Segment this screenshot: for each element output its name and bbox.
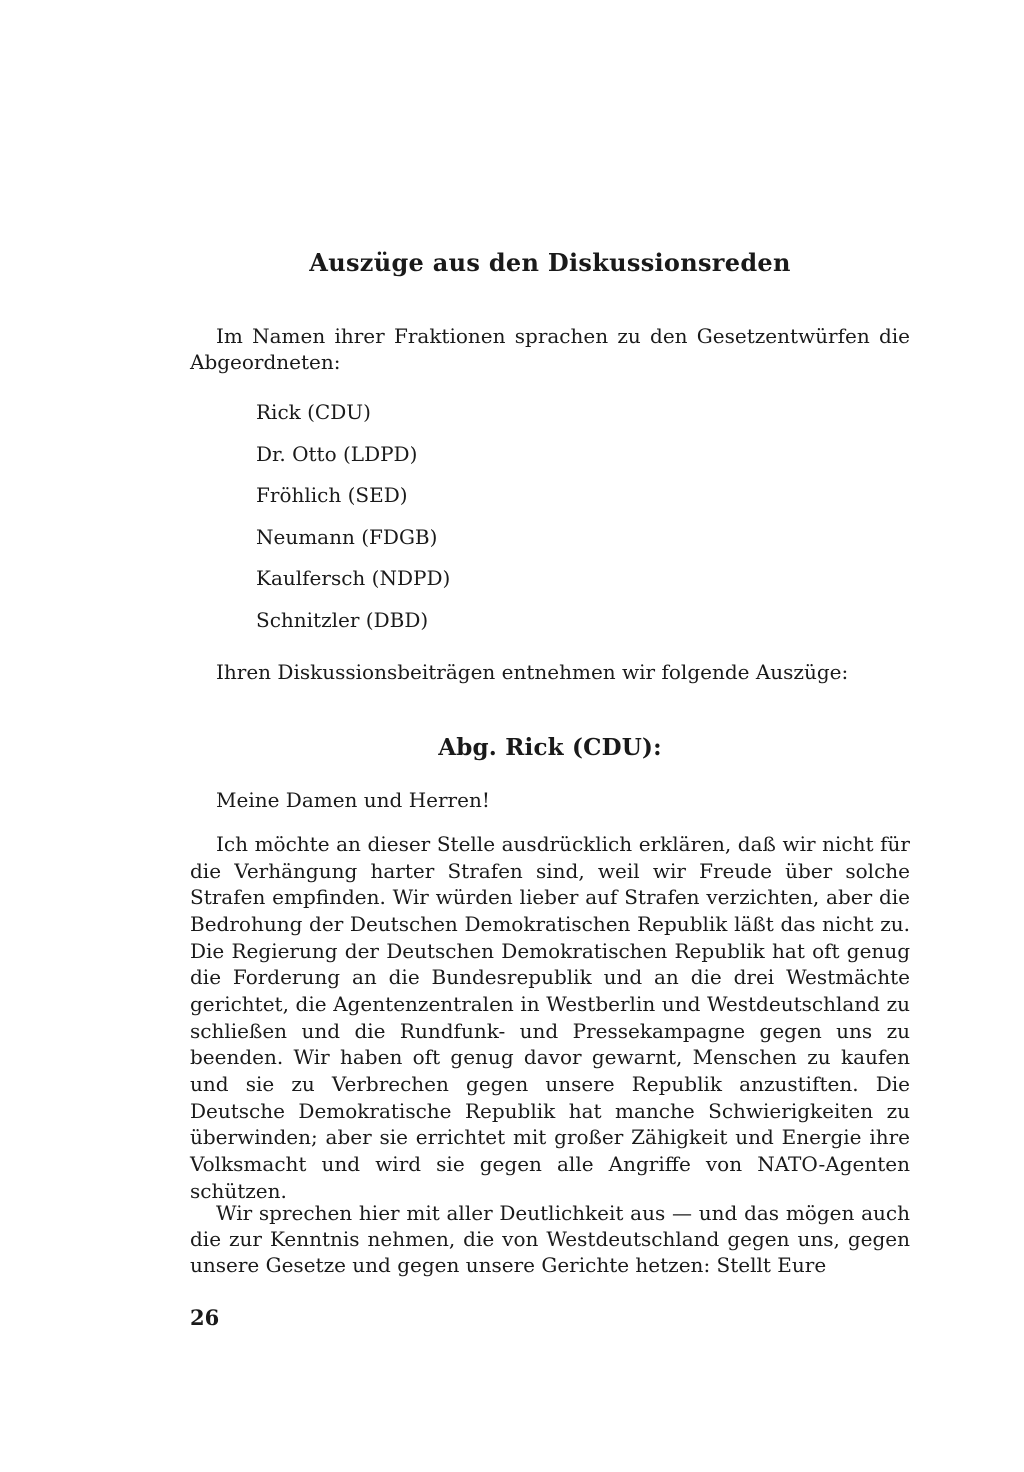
speaker-heading: Abg. Rick (CDU): bbox=[438, 734, 662, 761]
delegate-item: Neumann (FDGB) bbox=[256, 524, 438, 549]
speech-paragraph: Wir sprechen hier mit aller Deutlichkeit aus — und das mögen auch die zur Kenntnis nehmen, die von Westdeutschland gegen uns, gegen unsere Gesetze und gegen unsere Gerichte hetzen: Stellt Eure bbox=[190, 1201, 910, 1278]
salutation: Meine Damen und Herren! bbox=[216, 788, 490, 812]
intro-paragraph: Im Namen ihrer Fraktionen sprachen zu den Gesetzentwürfen die Abgeordneten: bbox=[190, 324, 910, 374]
delegate-item: Dr. Otto (LDPD) bbox=[256, 441, 418, 466]
delegate-item: Schnitzler (DBD) bbox=[256, 607, 429, 632]
excerpts-introduction: Ihren Diskussionsbeiträgen entnehmen wir folgende Auszüge: bbox=[216, 660, 849, 684]
delegate-list bbox=[256, 398, 450, 648]
delegate-item: Kaulfersch (NDPD) bbox=[256, 566, 451, 591]
speech-paragraph: Ich möchte an dieser Stelle ausdrücklich erklären, daß wir nicht für die Verhängung harter Strafen sind, weil wir Freude über solche Strafen empfinden. Wir würden lieber auf Strafen verzichten, aber die Bedrohung der Deutschen Demokratischen Republik läßt das nicht zu. Die Regierung der Deutschen Demokratischen Republik hat oft genug die Forderung an die Bundesrepublik und an die drei Westmächte gerichtet, die Agentenzentralen in Westberlin und Westdeutschland zu schließen und die Rundfunk- und Pressekampagne gegen uns zu beenden. Wir haben oft genug davor gewarnt, Menschen zu kaufen und sie zu Verbrechen gegen unsere Republik anzustiften. Die Deutsche Demokratische Republik hat manche Schwierigkeiten zu überwinden; aber sie errichtet mit großer Zähigkeit und Energie ihre Volksmacht und wird sie gegen alle Angriffe von NATO-Agenten schützen. bbox=[190, 832, 910, 1203]
delegate-item: Rick (CDU) bbox=[256, 400, 371, 424]
main-heading: Auszüge aus den Diskussionsreden bbox=[309, 248, 791, 277]
page-number: 26 bbox=[190, 1305, 220, 1330]
delegate-item: Fröhlich (SED) bbox=[256, 483, 408, 508]
